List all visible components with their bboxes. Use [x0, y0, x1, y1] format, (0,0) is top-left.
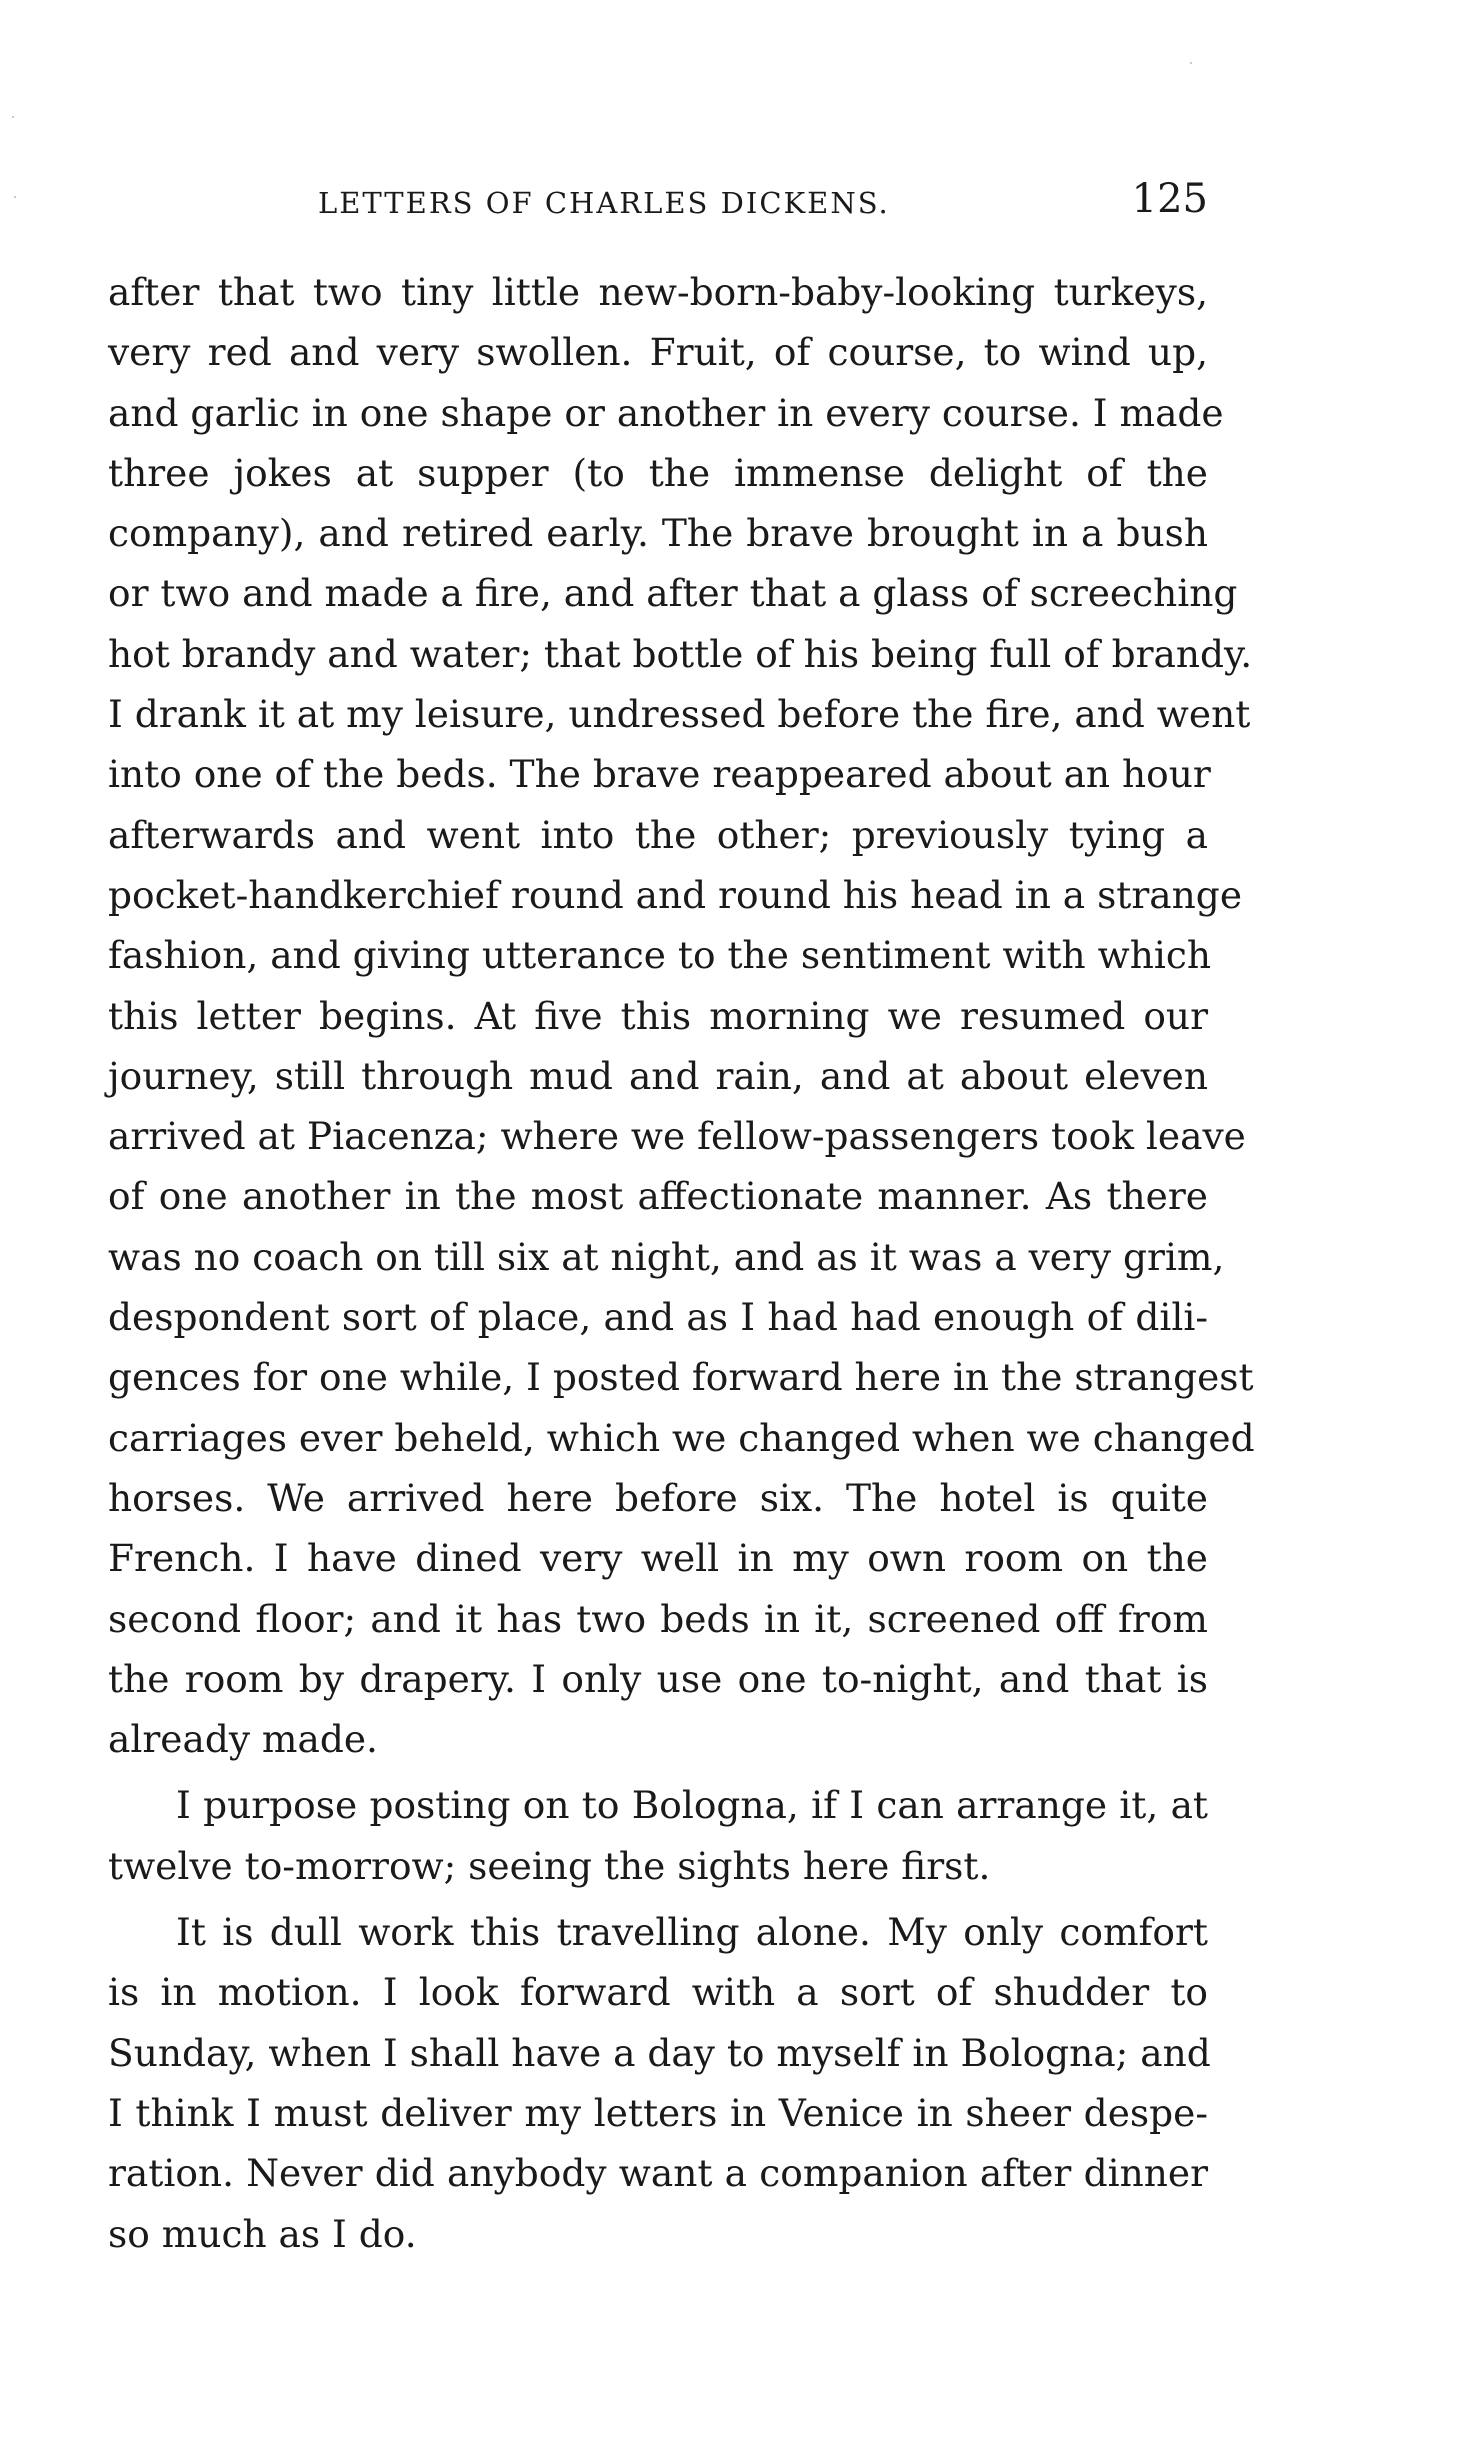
text-line: I think I must deliver my letters in Venice in sheer despe- — [108, 2090, 1208, 2135]
text-line: company), and retired early. The brave brought in a bush — [108, 511, 1208, 556]
text-line: It is dull work this travelling alone. My only comfort — [176, 1910, 1208, 1955]
page-number: 125 — [1131, 176, 1208, 222]
text-line: is in motion. I look forward with a sort of shudder to — [108, 1970, 1208, 2015]
text-line: of one another in the most affectionate manner. As there — [108, 1174, 1208, 1219]
text-line: pocket-handkerchief round and round his head in a strange — [108, 872, 1243, 917]
body-text — [108, 262, 1255, 2264]
text-line: was no coach on till six at night, and as it was a very grim, — [108, 1234, 1225, 1279]
paragraph — [108, 262, 1255, 1769]
text-line: three jokes at supper (to the immense delight of the — [108, 450, 1208, 495]
text-line: and garlic in one shape or another in every course. I made — [108, 390, 1224, 435]
paper-speck — [1190, 62, 1192, 64]
text-line: or two and made a fire, and after that a glass of screeching — [108, 571, 1238, 616]
text-line: twelve to-morrow; seeing the sights here first. — [108, 1843, 991, 1888]
text-line: hot brandy and water; that bottle of his being full of brandy. — [108, 631, 1253, 676]
running-title: LETTERS OF CHARLES DICKENS. — [318, 186, 890, 220]
text-line: gences for one while, I posted forward here in the strangest — [108, 1355, 1254, 1400]
text-line: the room by drapery. I only use one to-night, and that is — [108, 1656, 1208, 1701]
text-line: afterwards and went into the other; previously tying a — [108, 812, 1208, 857]
text-line: I purpose posting on to Bologna, if I can arrange it, at — [176, 1783, 1208, 1828]
text-line: fashion, and giving utterance to the sentiment with which — [108, 933, 1211, 978]
paper-speck — [14, 196, 16, 198]
text-line: this letter begins. At five this morning we resumed our — [108, 993, 1208, 1038]
text-line: second floor; and it has two beds in it, screened off from — [108, 1596, 1208, 1641]
text-line: journey, still through mud and rain, and at about eleven — [108, 1053, 1208, 1098]
text-line: very red and very swollen. Fruit, of course, to wind up, — [108, 330, 1208, 375]
paragraph — [108, 1775, 1208, 1896]
text-line: despondent sort of place, and as I had had enough of dili- — [108, 1295, 1208, 1340]
text-line: after that two tiny little new-born-baby-looking turkeys, — [108, 270, 1208, 314]
text-line: already made. — [108, 1717, 378, 1762]
text-line: Sunday, when I shall have a day to myself in Bologna; and — [108, 2030, 1211, 2075]
text-line: French. I have dined very well in my own room on the — [108, 1536, 1208, 1581]
text-line: I drank it at my leisure, undressed before the fire, and went — [108, 692, 1251, 737]
paper-speck — [12, 116, 14, 118]
running-head — [108, 176, 1208, 226]
text-line: horses. We arrived here before six. The hotel is quite — [108, 1475, 1208, 1520]
text-line: ration. Never did anybody want a companion after dinner — [108, 2151, 1208, 2196]
text-line: so much as I do. — [108, 2211, 417, 2256]
text-line: carriages ever beheld, which we changed when we changed — [108, 1415, 1255, 1460]
paragraph — [108, 1902, 1211, 2264]
text-line: into one of the beds. The brave reappeared about an hour — [108, 752, 1211, 797]
text-line: arrived at Piacenza; where we fellow-passengers took leave — [108, 1114, 1246, 1159]
